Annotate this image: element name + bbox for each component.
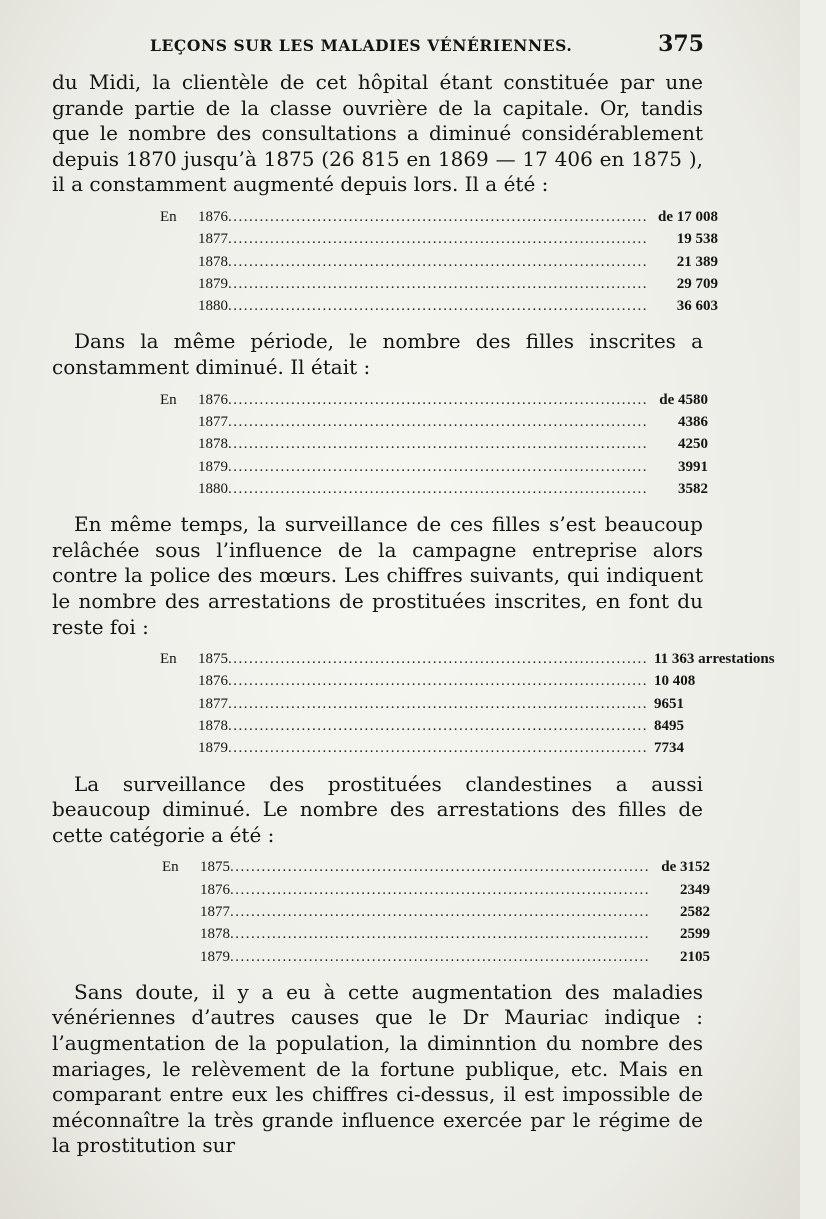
row-value: 9651 — [654, 695, 684, 712]
row-year: 1876 — [198, 391, 228, 408]
page-number: 375 — [658, 31, 704, 57]
header-title: LEÇONS SUR LES MALADIES VÉNÉRIENNES. — [150, 36, 573, 55]
row-prefix: En — [160, 208, 177, 225]
row-year: 1877 — [198, 231, 228, 248]
row-value: de 4580 — [659, 391, 708, 408]
table-row — [52, 648, 775, 670]
dot-leader: ................................................................................ — [230, 903, 650, 920]
table-row — [160, 228, 718, 250]
table-row — [52, 923, 710, 945]
table-row — [160, 295, 718, 317]
dot-leader: ................................................................................ — [228, 231, 648, 248]
row-year: 1879 — [198, 740, 228, 757]
dot-leader: ................................................................................ — [228, 458, 648, 475]
table-row — [160, 273, 718, 295]
row-year: 1878 — [198, 436, 228, 453]
row-value: 3582 — [678, 480, 708, 497]
dot-leader: ................................................................................ — [228, 740, 648, 757]
dot-leader: ................................................................................ — [228, 391, 648, 408]
row-value: 10 408 — [654, 673, 696, 690]
row-value: 36 603 — [676, 298, 718, 315]
dot-leader: ................................................................................ — [230, 926, 650, 943]
row-year: 1876 — [200, 881, 230, 898]
table-row — [52, 715, 750, 737]
paragraph: du Midi, la clientèle de cet hôpital étant constituée par une grande partie de la classe ouvrière de la capitale. Or, tandis que le nombre des consultations a diminué considérablement depuis 1870 jusqu’à 1875 (26 815 en 1869 — 17 406 en 1875 ), il a constamment augmenté depuis lors. Il a été : — [52, 70, 703, 197]
row-year: 1875 — [200, 859, 230, 876]
dot-leader: ................................................................................ — [228, 208, 648, 225]
table-row — [160, 206, 718, 228]
dot-leader: ................................................................................ — [228, 298, 648, 315]
table-row — [52, 879, 710, 901]
table-row — [52, 433, 708, 455]
paragraph: La surveillance des prostituées clandestines a aussi beaucoup diminué. Le nombre des arrestations des filles de cette catégorie a été : — [52, 771, 703, 847]
table-row — [160, 251, 718, 273]
table-row — [52, 389, 708, 411]
row-year: 1877 — [198, 413, 228, 430]
row-year: 1878 — [198, 253, 228, 270]
arrests-registered-table — [52, 648, 775, 759]
row-prefix: En — [160, 391, 177, 408]
row-value: 2582 — [680, 903, 710, 920]
dot-leader: ................................................................................ — [228, 673, 648, 690]
row-value: 2599 — [680, 926, 710, 943]
dot-leader: ................................................................................ — [228, 275, 648, 292]
table-row — [52, 856, 710, 878]
dot-leader: ................................................................................ — [230, 859, 650, 876]
row-value: 29 709 — [676, 275, 718, 292]
row-value: 3991 — [678, 458, 708, 475]
dot-leader: ................................................................................ — [230, 881, 650, 898]
row-value: de 3152 — [661, 859, 710, 876]
row-year: 1880 — [198, 480, 228, 497]
dot-leader: ................................................................................ — [228, 253, 648, 270]
table-row — [52, 946, 710, 968]
row-year: 1877 — [200, 903, 230, 920]
row-prefix: En — [160, 651, 177, 668]
row-year: 1878 — [198, 717, 228, 734]
row-year: 1876 — [198, 208, 228, 225]
consultations-table — [52, 206, 718, 317]
table-row — [52, 411, 708, 433]
row-value: 19 538 — [676, 231, 718, 248]
registered-girls-table — [52, 389, 708, 500]
table-row — [52, 693, 750, 715]
table-row — [52, 670, 750, 692]
row-year: 1876 — [198, 673, 228, 690]
paragraph: En même temps, la surveillance de ces filles s’est beaucoup relâchée sous l’influence de la campagne entreprise alors contre la police des mœurs. Les chiffres suivants, qui indiquent le nombre des arrestations de prostituées inscrites, en font du reste foi : — [52, 512, 703, 639]
row-value: 21 389 — [676, 253, 718, 270]
paragraph: Sans doute, il y a eu à cette augmentation des maladies vénériennes d’autres causes que le Dr Mauriac indique : l’augmentation de la population, la diminntion du nombre des mariages, le relèvement de la fortune publique, etc. Mais en comparant entre eux les chiffres ci-dessus, il est impossible de méconnaître la très grande influence exercée par le régime de la prostitution sur — [52, 979, 703, 1158]
dot-leader: ................................................................................ — [228, 436, 648, 453]
row-value: 4250 — [678, 436, 708, 453]
table-row — [52, 456, 708, 478]
row-year: 1880 — [198, 298, 228, 315]
table-row — [52, 901, 710, 923]
dot-leader: ................................................................................ — [228, 651, 648, 668]
row-value: 4386 — [678, 413, 708, 430]
row-prefix: En — [162, 859, 179, 876]
row-year: 1879 — [198, 275, 228, 292]
row-value: 11 363 arrestations — [654, 651, 775, 668]
table-row — [52, 737, 750, 759]
dot-leader: ................................................................................ — [228, 695, 648, 712]
row-year: 1879 — [200, 948, 230, 965]
row-year: 1877 — [198, 695, 228, 712]
page-body — [52, 70, 775, 1159]
row-value: 7734 — [654, 740, 684, 757]
dot-leader: ................................................................................ — [228, 413, 648, 430]
running-header — [150, 31, 704, 57]
dot-leader: ................................................................................ — [230, 948, 650, 965]
row-value: 2349 — [680, 881, 710, 898]
row-year: 1875 — [198, 651, 228, 668]
arrests-clandestine-table — [52, 856, 710, 967]
dot-leader: ................................................................................ — [228, 480, 648, 497]
row-value: 2105 — [680, 948, 710, 965]
row-year: 1878 — [200, 926, 230, 943]
table-row — [52, 478, 708, 500]
row-year: 1879 — [198, 458, 228, 475]
row-value: 8495 — [654, 717, 684, 734]
paragraph: Dans la même période, le nombre des filles inscrites a constamment diminué. Il était : — [52, 329, 703, 380]
dot-leader: ................................................................................ — [228, 717, 648, 734]
row-value: de 17 008 — [658, 208, 718, 225]
